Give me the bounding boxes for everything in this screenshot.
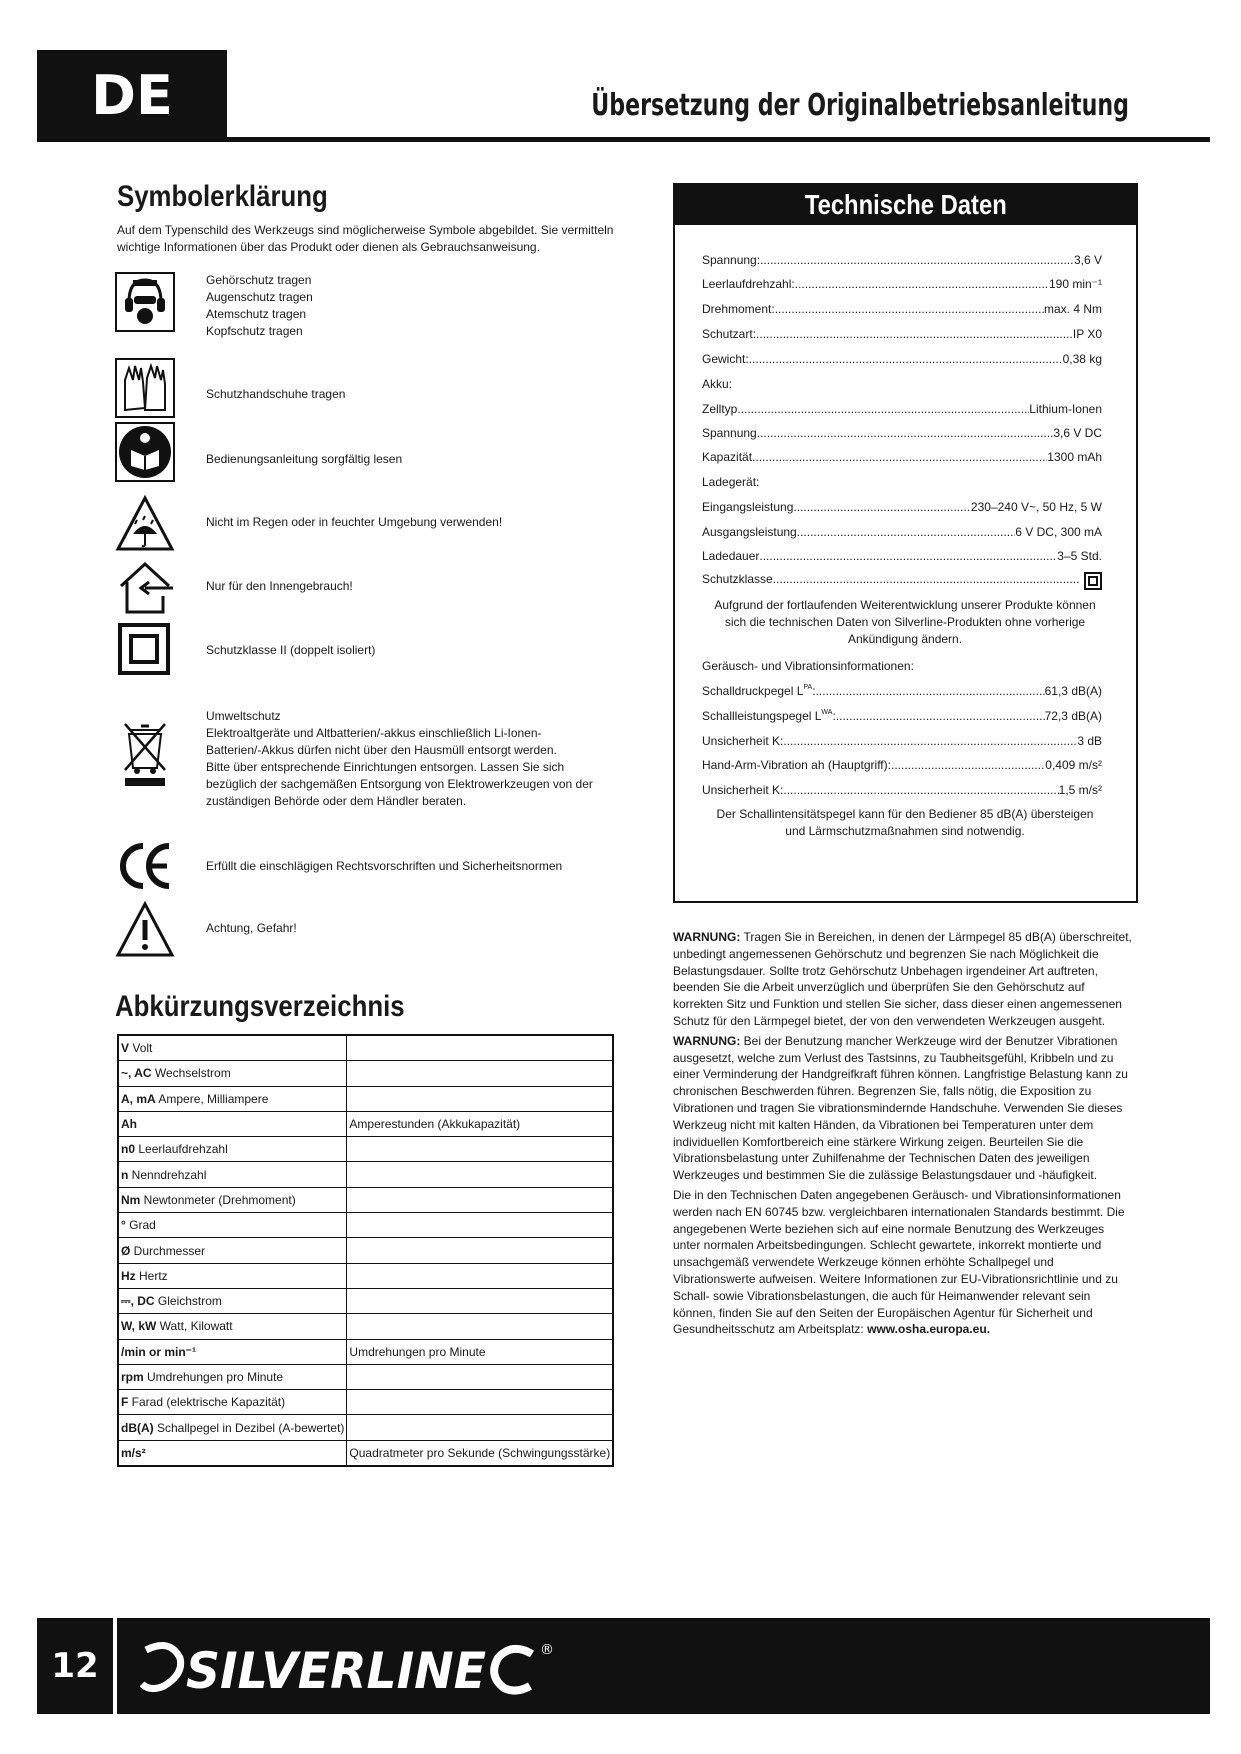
abbr-cell: ⎓, DC Gleichstrom <box>118 1288 347 1313</box>
warning-text: WARNUNG: Tragen Sie in Bereichen, in denen der Lärmpegel 85 dB(A) überschreitet, unbedingt angemessenen Gehörschutz und begrenzen Sie nach Möglichkeit die Belastungsdauer. Sollte trotz Gehörschutz Unbehagen irgendeiner Art auftreten, beenden Sie die Arbeit unverzüglich und überprüfen Sie den Gehörschutz auf korrekten Sitz und Funktion und stellen Sie sicher, dass dieser einen angemessenen Schutz für den Lärmpegel bietet, der von den verwendeten Werkzeugen ausgeht. WARNUNG: Bei der Benutzung mancher Werkzeuge wird der Benutzer Vibrationen ausgesetzt, welche zum Verlust des Tastsinns, zu Taubheitsgefühl, Kribbeln und zu einer Verminderung der Handgreifkraft führen können. Langfristige Belastung kann zu chronischen Beschwerden führen. Begrenzen Sie, falls nötig, die Exposition zu Vibrationen und tragen Sie vibrationsmindernde Handschuhe. Verwenden Sie dieses Werkzeug nicht mit kalten Händen, da Vibrationen bei Temperaturen unter dem individuellen Komfortbereich eine stärkere Wirkung zeigen. Beurteilen Sie die Vibrationsbelastung unter Zuhilfenahme der Technischen Daten des jeweiligen Werkzeuges und bestimmen Sie die zulässige Belastungsdauer und -häufigkeit. Die in den Technischen Daten angegebenen Geräusch- und Vibrationsinformationen werden nach EN 60745 bzw. vergleichbaren internationalen Standards bestimmt. Die angegebenen Werte beziehen sich auf eine normale Benutzung des Werkzeuges unter normalen Arbeitsbedingungen. Schlecht gewartete, inkorrekt montierte und unsachgemäß verwendete Werkzeuge können erhöhte Schallpegel und Vibrationswerte aufweisen. Weitere Informationen zur EU-Vibrationsrichtlinie und zu Schall- sowie Vibrationsbelastungen, die auch für Heimanwender relevant sein können, finden Sie auf den Seiten der Europäischen Agentur für Sicherheit und Gesundheitsschutz am Arbeitsplatz: www.osha.europa.eu. <box>673 930 1132 1337</box>
abbr-cell: m/s² <box>118 1440 347 1466</box>
footer-separator <box>113 1618 117 1714</box>
description-cell <box>347 1364 613 1389</box>
spec-row: Schallleistungspegel L WA : ..... 72,3 dB(A) <box>702 709 1102 723</box>
description-cell <box>347 1390 613 1415</box>
table-row <box>118 1061 613 1086</box>
abbreviations-table <box>117 1034 614 1467</box>
description-cell <box>347 1162 613 1187</box>
abbr-cell: dB(A) Schallpegel in Dezibel (A-bewertet) <box>118 1415 347 1440</box>
abbr-cell: n0 Leerlaufdrehzahl <box>118 1137 347 1162</box>
symbol-text: Bedienungsanleitung sorgfältig lesen <box>206 452 403 466</box>
symbol-text: Nicht im Regen oder in feuchter Umgebung verwenden! <box>206 515 503 529</box>
spec-note: Aufgrund der fortlaufenden Weiterentwicklung unserer Produkte können sich die technischen Daten von Silverline-Produkten ohne vorherige Ankündigung ändern. <box>714 598 1096 646</box>
spec-row: Schutzart: ..... IP X0 <box>702 327 1102 341</box>
abbr-cell: A, mA Ampere, Milliampere <box>118 1086 347 1111</box>
description-cell <box>347 1061 613 1086</box>
spec-label: Akku: <box>702 377 733 391</box>
table-row <box>118 1086 613 1111</box>
noise-note: Der Schallintensitätspegel kann für den Bediener 85 dB(A) übersteigen und Lärmschutzmaßnahmen sind notwendig. <box>716 807 1094 838</box>
abbr-cell: rpm Umdrehungen pro Minute <box>118 1364 347 1389</box>
ce-icon <box>115 836 175 896</box>
abbr-cell: V Volt <box>118 1035 347 1061</box>
symbol-text: Gehörschutz tragen Augenschutz tragen Atemschutz tragen Kopfschutz tragen <box>206 273 313 338</box>
spec-row: Gewicht: ..... 0,38 kg <box>702 352 1102 366</box>
table-row <box>118 1415 613 1440</box>
tech-data-heading: Technische Daten <box>675 185 1136 225</box>
table-row <box>118 1364 613 1389</box>
spec-row: Schutzklasse ..... <box>702 572 1102 590</box>
table-row <box>118 1390 613 1415</box>
class-ii-icon <box>115 620 175 680</box>
abbr-cell: ~, AC Wechselstrom <box>118 1061 347 1086</box>
spec-row: Kapazität ..... 1300 mAh <box>702 450 1102 464</box>
abbr-cell: ° Grad <box>118 1213 347 1238</box>
abbreviations-heading: Abkürzungsverzeichnis <box>115 990 405 1023</box>
symbol-text: Nur für den Innengebrauch! <box>206 579 353 593</box>
danger-icon <box>115 900 175 960</box>
symbol-text: Schutzhandschuhe tragen <box>206 387 346 401</box>
abbr-cell: F Farad (elektrische Kapazität) <box>118 1390 347 1415</box>
ppe-icon <box>115 272 175 332</box>
rain-warning-icon <box>115 494 175 554</box>
spec-label: Ladegerät: <box>702 475 760 489</box>
description-cell <box>347 1137 613 1162</box>
page-title: Übersetzung der Originalbetriebsanleitung <box>591 88 1129 123</box>
spec-row: Leerlaufdrehzahl: ..... 190 min⁻¹ <box>702 277 1102 291</box>
symbol-text: Umweltschutz Elektroaltgeräte und Altbatterien/-akkus einschließlich Li-Ionen- Batterien/-Akkus dürfen nicht über den Hausmüll entsorgt werden. Bitte über entsprechende Einrichtungen entsorgen. Lassen Sie sich bezüglich der sachgemäßen Entsorgung von Elektrowerkzeugen von der zuständigen Behörde oder dem Händler beraten. <box>206 709 593 808</box>
osha-link[interactable]: www.osha.europa.eu. <box>867 1322 991 1337</box>
symbol-text: Erfüllt die einschlägigen Rechtsvorschriften und Sicherheitsnormen <box>206 859 563 873</box>
table-row <box>118 1238 613 1263</box>
symbols-intro: Auf dem Typenschild des Werkzeugs sind möglicherweise Symbole abgebildet. Sie vermitteln wichtige Informationen über das Produkt oder dienen als Gebrauchsanweisung. <box>117 223 614 254</box>
spec-row: Spannung: ..... 3,6 V <box>702 253 1102 267</box>
spec-row: Hand-Arm-Vibration ah (Hauptgriff): ..... 0,409 m/s² <box>702 758 1102 772</box>
spec-row: Unsicherheit K: ..... 1,5 m/s² <box>702 783 1102 797</box>
description-cell <box>347 1415 613 1440</box>
spec-row: Spannung ..... 3,6 V DC <box>702 426 1102 440</box>
abbr-cell: Ah <box>118 1111 347 1136</box>
table-row <box>118 1440 613 1466</box>
language-badge: DE <box>37 50 227 142</box>
symbol-text: Schutzklasse II (doppelt isoliert) <box>206 643 376 657</box>
spec-row: Zelltyp ..... Lithium-Ionen <box>702 402 1102 416</box>
spec-row: Eingangsleistung ..... 230–240 V~, 50 Hz, 5 W <box>702 500 1102 514</box>
table-row <box>118 1162 613 1187</box>
table-row <box>118 1187 613 1212</box>
description-cell <box>347 1288 613 1313</box>
symbol-text: Achtung, Gefahr! <box>206 921 297 935</box>
spec-row: Drehmoment: ..... max. 4 Nm <box>702 302 1102 316</box>
spec-row: Ausgangsleistung ..... 6 V DC, 300 mA <box>702 525 1102 539</box>
gloves-icon <box>115 358 175 418</box>
abbr-cell: Ø Durchmesser <box>118 1238 347 1263</box>
indoor-icon <box>115 558 175 618</box>
class-ii-icon <box>1084 572 1102 590</box>
tech-data-box <box>673 183 1138 903</box>
abbr-cell: W, kW Watt, Kilowatt <box>118 1314 347 1339</box>
table-row <box>118 1314 613 1339</box>
description-cell: Quadratmeter pro Sekunde (Schwingungsstärke) <box>347 1440 613 1466</box>
description-cell <box>347 1238 613 1263</box>
spec-label: Geräusch- und Vibrationsinformationen: <box>702 659 914 673</box>
table-row <box>118 1213 613 1238</box>
spec-row: Ladedauer ..... 3–5 Std. <box>702 549 1102 563</box>
description-cell: Umdrehungen pro Minute <box>347 1339 613 1364</box>
spec-row: Unsicherheit K: ..... 3 dB <box>702 734 1102 748</box>
abbr-cell: Hz Hertz <box>118 1263 347 1288</box>
table-row <box>118 1137 613 1162</box>
header-rule <box>37 137 1210 142</box>
description-cell <box>347 1035 613 1061</box>
symbols-heading: Symbolerklärung <box>117 180 328 213</box>
table-row <box>118 1263 613 1288</box>
abbr-cell: Nm Newtonmeter (Drehmoment) <box>118 1187 347 1212</box>
silverline-logo <box>140 1636 560 1702</box>
weee-icon <box>115 718 175 788</box>
description-cell <box>347 1086 613 1111</box>
abbr-cell: /min or min⁻¹ <box>118 1339 347 1364</box>
brand-text: SILVERLINE <box>186 1642 486 1700</box>
svg-text:®: ® <box>540 1642 554 1658</box>
table-row <box>118 1035 613 1061</box>
description-cell <box>347 1187 613 1212</box>
description-cell: Amperestunden (Akkukapazität) <box>347 1111 613 1136</box>
abbr-cell: n Nenndrehzahl <box>118 1162 347 1187</box>
table-row <box>118 1111 613 1136</box>
table-row <box>118 1288 613 1313</box>
table-row <box>118 1339 613 1364</box>
page-number: 12 <box>51 1646 99 1686</box>
description-cell <box>347 1263 613 1288</box>
description-cell <box>347 1314 613 1339</box>
description-cell <box>347 1213 613 1238</box>
manual-icon <box>115 422 175 482</box>
spec-row: Schalldruckpegel L PA : ..... 61,3 dB(A) <box>702 684 1102 698</box>
